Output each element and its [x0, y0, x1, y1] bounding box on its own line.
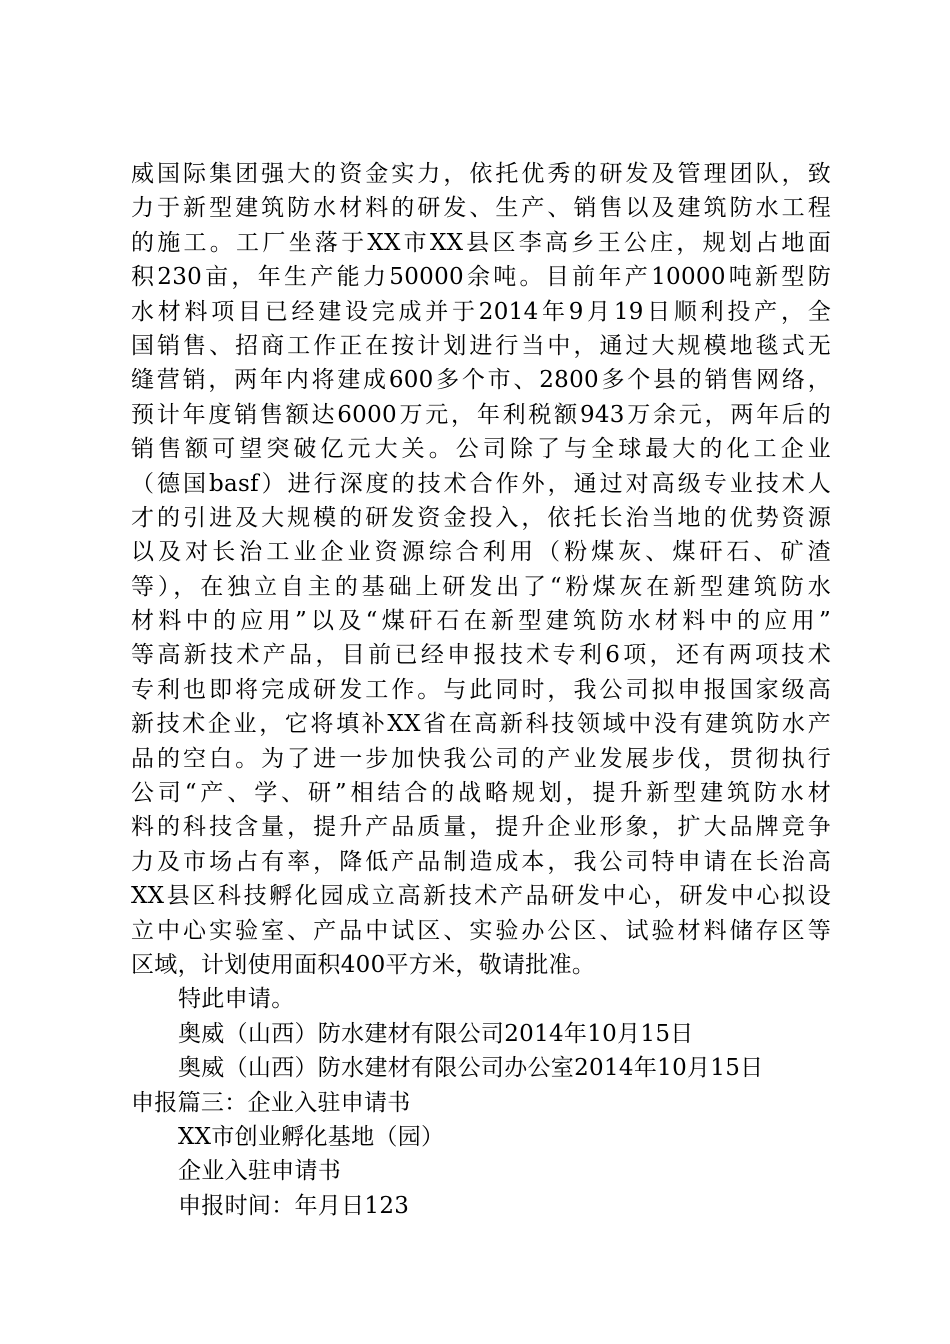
body-line: 的施工。工厂坐落于XX市XX县区李高乡王公庄，规划占地面	[131, 229, 831, 256]
body-line: 水材料项目已经建设完成并于2014年9月19日顺利投产，全	[131, 298, 831, 325]
body-line: 力及市场占有率，降低产品制造成本，我公司特申请在长治高	[131, 848, 831, 875]
body-line: 等），在独立自主的基础上研发出了“粉煤灰在新型建筑防水	[131, 573, 831, 600]
body-paragraph	[131, 157, 831, 982]
body-line: XX县区科技孵化园成立高新技术产品研发中心，研发中心拟设	[131, 883, 831, 910]
body-line: 预计年度销售额达6000万元，年利税额943万余元，两年后的	[131, 401, 831, 428]
signature-office: 奥威（山西）防水建材有限公司办公室2014年10月15日	[178, 1055, 764, 1082]
body-line: 威国际集团强大的资金实力，依托优秀的研发及管理团队，致	[131, 161, 831, 187]
body-line: 力于新型建筑防水材料的研发、生产、销售以及建筑防水工程	[131, 195, 831, 222]
signature-company: 奥威（山西）防水建材有限公司2014年10月15日	[178, 1020, 694, 1047]
closing-text: 特此申请。	[178, 986, 295, 1013]
body-line: 国销售、招商工作正在按计划进行当中，通过大规模地毯式无	[131, 332, 831, 359]
body-line: 缝营销，两年内将建成600多个市、2800多个县的销售网络，	[131, 367, 831, 394]
section-heading: 申报篇三：企业入驻申请书	[131, 1089, 411, 1116]
body-line: 新技术企业，它将填补XX省在高新科技领域中没有建筑防水产	[131, 711, 831, 738]
body-line: 专利也即将完成研发工作。与此同时，我公司拟申报国家级高	[131, 676, 831, 703]
sub-title-base: XX市创业孵化基地（园）	[178, 1123, 445, 1150]
body-line: 公司“产、学、研”相结合的战略规划，提升新型建筑防水材	[131, 780, 831, 807]
body-line: 以及对长治工业企业资源综合利用（粉煤灰、煤矸石、矿渣	[131, 539, 831, 566]
body-line: 积230亩，年生产能力50000余吨。目前年产10000吨新型防	[131, 264, 831, 291]
application-date: 申报时间：年月日123	[178, 1192, 410, 1219]
body-line: 料的科技含量，提升产品质量，提升企业形象，扩大品牌竞争	[131, 814, 831, 841]
sub-title-application: 企业入驻申请书	[178, 1158, 342, 1185]
body-line: （德国basf）进行深度的技术合作外，通过对高级专业技术人	[131, 470, 831, 497]
body-line: 立中心实验室、产品中试区、实验办公区、试验材料储存区等	[131, 917, 831, 944]
body-line-last: 区域，计划使用面积400平方米，敬请批准。	[131, 951, 596, 978]
body-line: 才的引进及大规模的研发资金投入，依托长治当地的优势资源	[131, 504, 831, 531]
body-line: 材料中的应用”以及“煤矸石在新型建筑防水材料中的应用”	[131, 608, 831, 635]
body-line: 品的空白。为了进一步加快我公司的产业发展步伐，贯彻执行	[131, 745, 831, 772]
document-page	[131, 157, 831, 1223]
body-line: 等高新技术产品，目前已经申报技术专利6项，还有两项技术	[131, 642, 831, 669]
body-line: 销售额可望突破亿元大关。公司除了与全球最大的化工企业	[131, 436, 831, 463]
